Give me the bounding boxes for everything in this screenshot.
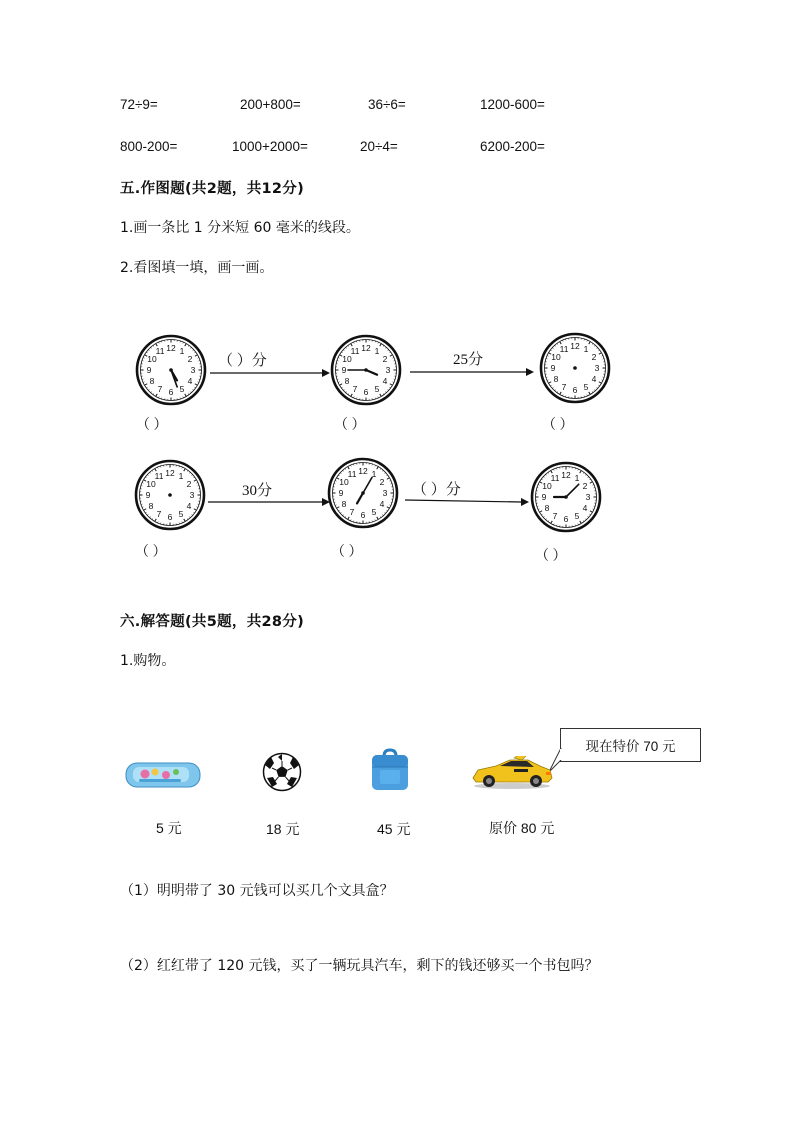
svg-text:7: 7 [156,509,162,520]
question-text: 1.购物。 [120,653,176,669]
svg-text:8: 8 [341,499,347,509]
svg-text:10: 10 [146,479,156,489]
question-text: 2.看图填一填，画一画。 [120,260,274,276]
arrow-label: （ ）分 [218,353,267,369]
svg-text:4: 4 [582,503,588,513]
svg-text:5: 5 [574,511,580,522]
svg-text:3: 3 [594,363,600,373]
svg-text:9: 9 [541,492,547,502]
svg-text:6: 6 [360,510,366,520]
calc-item: 6200-200= [480,139,545,154]
svg-text:9: 9 [146,365,152,375]
svg-text:1: 1 [583,343,589,354]
svg-text:5: 5 [178,509,184,520]
svg-text:7: 7 [561,382,567,393]
answer-blank[interactable]: （ ） [334,418,366,433]
svg-text:12: 12 [361,343,371,353]
calc-item: 200+800= [240,97,301,112]
price-label: 原价 80 元 [489,820,555,836]
clock-icon [330,334,402,406]
section-title: 五.作图题(共2题，共12分) [120,181,305,197]
svg-text:4: 4 [186,501,192,511]
svg-text:11: 11 [347,468,357,479]
svg-text:6: 6 [572,385,578,395]
svg-text:11: 11 [559,343,569,354]
svg-text:2: 2 [379,477,385,487]
svg-text:1: 1 [374,345,380,356]
svg-text:9: 9 [550,363,556,373]
svg-text:8: 8 [544,503,550,513]
svg-text:12: 12 [358,466,368,476]
svg-text:6: 6 [363,387,369,397]
svg-text:6: 6 [168,387,174,397]
toy-car-icon [470,756,554,790]
svg-text:10: 10 [147,354,157,364]
svg-text:8: 8 [149,376,155,386]
svg-text:4: 4 [591,374,597,384]
sub-question: （2）红红带了 120 元钱，买了一辆玩具汽车，剩下的钱还够买一个书包吗？ [120,958,599,974]
svg-text:7: 7 [349,507,355,518]
svg-text:6: 6 [167,512,173,522]
svg-text:8: 8 [148,501,154,511]
svg-text:1: 1 [371,468,377,479]
clock-icon [539,332,611,404]
svg-text:12: 12 [570,341,580,351]
clock-icon [530,461,602,533]
svg-text:3: 3 [190,365,196,375]
svg-text:11: 11 [154,470,164,481]
svg-text:7: 7 [552,511,558,522]
calc-item: 20÷4= [360,139,398,154]
svg-text:6: 6 [563,514,569,524]
pencil-case-icon [125,760,201,790]
svg-text:12: 12 [166,343,176,353]
svg-text:3: 3 [385,365,391,375]
svg-text:8: 8 [344,376,350,386]
svg-text:8: 8 [553,374,559,384]
price-label: 45 元 [377,821,411,837]
svg-text:12: 12 [561,470,571,480]
svg-text:11: 11 [350,345,360,356]
svg-text:2: 2 [582,481,588,491]
answer-blank[interactable]: （ ） [535,549,567,564]
svg-text:7: 7 [157,384,163,395]
price-label: 5 元 [156,820,182,836]
arrow-label: 25分 [453,352,484,368]
svg-text:5: 5 [179,384,185,395]
svg-text:4: 4 [382,376,388,386]
svg-text:2: 2 [382,354,388,364]
schoolbag-icon [369,748,411,792]
price-label: 18 元 [266,821,300,837]
callout-text: 现在特价 70 元 [585,739,676,754]
arrow-label: 30分 [242,483,273,499]
svg-text:5: 5 [583,382,589,393]
calc-item: 36÷6= [368,97,406,112]
answer-blank[interactable]: （ ） [136,418,168,433]
svg-text:9: 9 [338,488,344,498]
svg-text:5: 5 [371,507,377,518]
svg-text:2: 2 [187,354,193,364]
svg-text:2: 2 [186,479,192,489]
svg-text:5: 5 [374,384,380,395]
svg-text:12: 12 [165,468,175,478]
svg-text:4: 4 [187,376,193,386]
clock-icon [135,334,207,406]
answer-blank[interactable]: （ ） [331,545,363,560]
svg-text:1: 1 [574,472,580,483]
svg-text:11: 11 [550,472,560,483]
question-text: 1.画一条比 1 分米短 60 毫米的线段。 [120,220,360,236]
svg-text:1: 1 [178,470,184,481]
calc-item: 1000+2000= [232,139,308,154]
clock-icon [327,457,399,529]
svg-text:3: 3 [382,488,388,498]
section-title: 六.解答题(共5题，共28分) [120,614,305,630]
svg-text:3: 3 [585,492,591,502]
clock-icon [134,459,206,531]
soccer-ball-icon [262,752,302,792]
svg-text:9: 9 [145,490,151,500]
calc-item: 800-200= [120,139,178,154]
svg-text:7: 7 [352,384,358,395]
answer-blank[interactable]: （ ） [135,545,167,560]
svg-text:10: 10 [342,354,352,364]
svg-text:3: 3 [189,490,195,500]
calc-item: 72÷9= [120,97,158,112]
svg-text:11: 11 [155,345,165,356]
sub-question: （1）明明带了 30 元钱可以买几个文具盒？ [120,883,394,899]
arrow-label: （ ）分 [412,482,461,498]
svg-text:10: 10 [542,481,552,491]
svg-text:4: 4 [379,499,385,509]
price-callout [560,728,701,762]
answer-blank[interactable]: （ ） [542,418,574,433]
svg-text:9: 9 [341,365,347,375]
svg-text:10: 10 [551,352,561,362]
svg-text:1: 1 [179,345,185,356]
calc-item: 1200-600= [480,97,545,112]
svg-text:2: 2 [591,352,597,362]
svg-text:10: 10 [339,477,349,487]
